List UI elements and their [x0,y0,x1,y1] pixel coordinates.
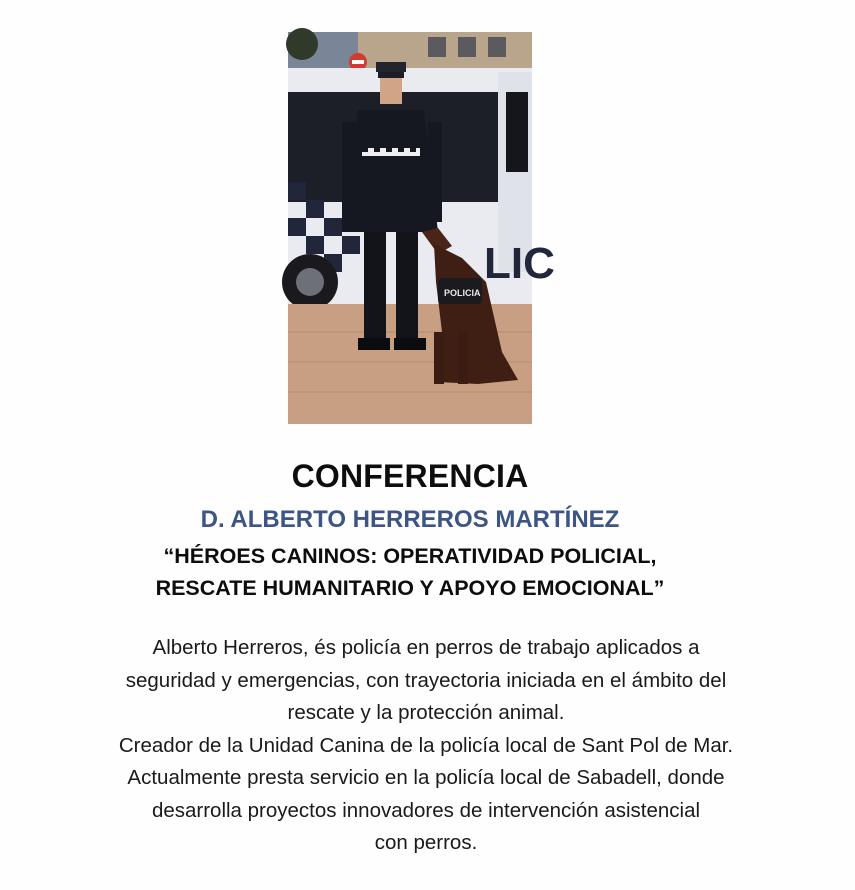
talk-title-line-2: RESCATE HUMANITARIO Y APOYO EMOCIONAL” [155,576,665,600]
bio-line: rescate y la protección animal. [287,701,565,724]
bio-line: con perros. [374,831,478,854]
speaker-name: D. ALBERTO HERREROS MARTÍNEZ [200,506,620,533]
speaker-bio [0,632,852,860]
speaker-photo [288,32,555,424]
talk-title-line-1: “HÉROES CANINOS: OPERATIVIDAD POLICIAL, [163,544,657,568]
event-type-heading: CONFERENCIA [291,458,529,494]
bio-line: desarrolla proyectos innovadores de intervención asistencial [151,798,701,822]
svg-text:POLICIA: POLICIA [444,288,481,298]
svg-text:LIC: LIC [484,239,555,288]
officer-dog-illustration [288,32,555,424]
bio-line: Actualmente presta servicio en la policía local de Sabadell, donde [127,766,725,789]
bio-line: Creador de la Unidad Canina de la policía local de Sant Pol de Mar. [118,733,734,757]
bio-line: Alberto Herreros, és policía en perros de trabajo aplicados a [152,636,700,659]
bio-line: seguridad y emergencias, con trayectoria iniciada en el ámbito del [125,668,727,692]
